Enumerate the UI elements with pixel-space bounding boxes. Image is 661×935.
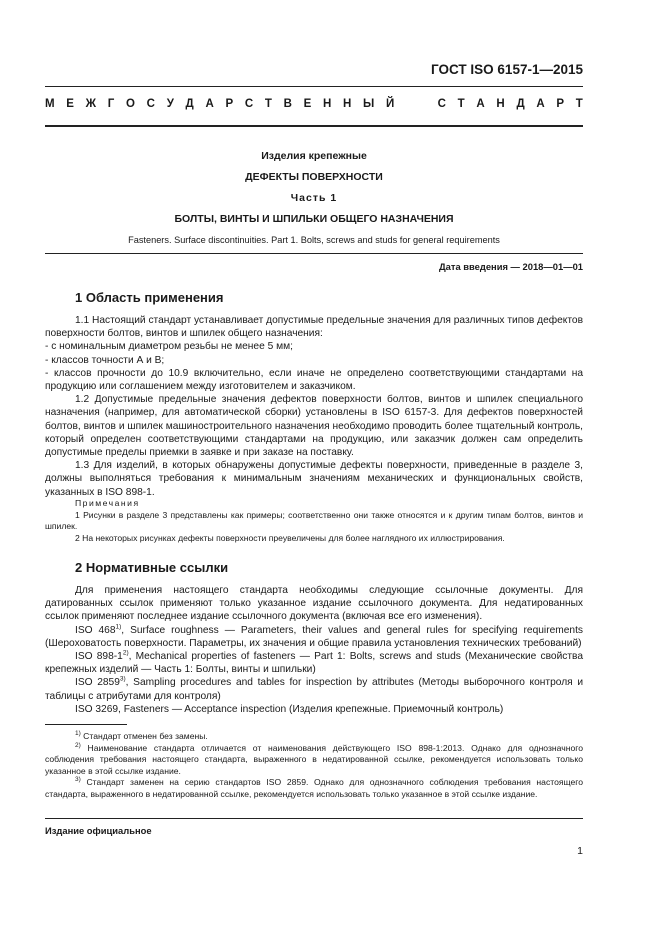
header-letter: Ы (363, 98, 375, 110)
header-letter: М (45, 98, 55, 110)
footnotes (45, 731, 583, 800)
header-letter: Н (322, 98, 332, 110)
section-1-heading: 1 Область применения (75, 290, 224, 305)
edition-label: Издание официальное (45, 825, 152, 836)
header-letter: Р (556, 98, 565, 110)
english-title: Fasteners. Surface discontinuities. Part 1. Bolts, screws and studs for general requirements (128, 235, 500, 245)
paragraph: 1.2 Допустимые предельные значения дефектов поверхности болтов, винтов и шпилек специального назначения (например, для автоматической сборки) установлены в ISO 6157-3. Для дефектов поверхностей болтов, винтов и шпилек машиностроительного назначения необходимо проводить более тщательный контроль, который определен соответствующими стандартами на продукцию, или заказчик должен сам определить допустимые пределы приемки в заявке и при заказе на поставку. (45, 394, 583, 459)
title-line-4: БОЛТЫ, ВИНТЫ И ШПИЛЬКИ ОБЩЕГО НАЗНАЧЕНИЯ (174, 213, 454, 225)
reference-code: ISO 898-1 (75, 651, 123, 663)
title-line-2: ДЕФЕКТЫ ПОВЕРХНОСТИ (245, 171, 383, 183)
note: 2 На некоторых рисунках дефекты поверхности преувеличены для более наглядного их иллюстрирования. (75, 532, 505, 543)
notes-title: Примечания (75, 498, 140, 508)
header-letter: Й (385, 98, 395, 110)
section-1-body (45, 314, 583, 499)
header-letter: Н (496, 98, 505, 110)
section-1-notes (45, 498, 583, 544)
reference-code: ISO 468 (75, 624, 116, 636)
header-letter: А (536, 98, 545, 110)
header-rule (45, 125, 583, 127)
paragraph: 1.3 Для изделий, в которых обнаружены допустимые дефекты поверхности, приведенные в разделе 3, должны выполняться требования к минимальным значениям механических и функциональных свойств, указанных в ISO 898-1. (45, 460, 583, 498)
header-letter: В (283, 98, 292, 110)
note: 1 Рисунки в разделе 3 представлены как примеры; соответственно они также относятся и к другим типам болтов, винтов и шпилек. (45, 509, 583, 531)
footnote-rule (45, 724, 127, 725)
header-letter: Г (107, 98, 115, 110)
reference-entry (45, 624, 583, 650)
header-letter: Е (66, 98, 74, 110)
title-line-1: Изделия крепежные (261, 150, 367, 162)
header-letter: Т (264, 98, 272, 110)
reference-text: , Mechanical properties of fasteners — Part 1: Bolts, screws and studs (Механические свойства крепежных изделий — Часть 1: Болты, винты и шпильки) (45, 651, 584, 676)
footnote (45, 731, 583, 743)
date-rule (45, 253, 583, 254)
paragraph: Для применения настоящего стандарта необходимы следующие ссылочные документы. Для датированных ссылок применяют только указанное издание ссылочного документа. Для недатированных ссылок применяют последнее издание ссылочного документа (включая все его изменения). (45, 585, 583, 623)
header-letter: Р (225, 98, 234, 110)
effective-date: Дата введения — 2018—01—01 (438, 261, 583, 272)
reference-entry (45, 676, 583, 702)
footnote-mark: 3) (119, 676, 126, 684)
footnote-mark: 2) (122, 649, 129, 657)
reference-text: , Surface roughness — Parameters, their values and general rules for specifying requirements (Шероховатость поверхности. Параметры, их значения и общие правила установления технических требований) (45, 624, 583, 649)
header-letter: Т (457, 98, 465, 110)
header-letter: О (126, 98, 135, 110)
header-letter: С (146, 98, 155, 110)
header-letter: Н (343, 98, 352, 110)
header-gap (406, 98, 426, 110)
header-letter: С (244, 98, 254, 110)
header-letter: Ж (85, 98, 97, 110)
footnote (45, 777, 583, 800)
footnote-text: Стандарт заменен на серию стандартов ISO 2859. Однако для однозначного соблюдения требования настоящего стандарта, выраженного в недатированной ссылке, рекомендуется использовать только указанное в этой ссылке издание. (45, 777, 583, 799)
reference-entry: ISO 3269, Fasteners — Acceptance inspection (Изделия крепежные. Приемочный контроль) (75, 703, 504, 715)
standard-type-header (45, 98, 583, 110)
header-letter: А (476, 98, 485, 110)
document-code: ГОСТ ISO 6157-1—2015 (431, 62, 583, 77)
footnote-text: Наименование стандарта отличается от наименования действующего ISO 898-1:2013. Однако для однозначного соблюдения требования настоящего стандарта, выраженного в недатированной ссылке, рекомендуется использовать только указанное в этой ссылке издание. (45, 742, 583, 776)
reference-entry (45, 650, 583, 676)
footnote-mark: 3) (75, 776, 81, 784)
page-number: 1 (577, 845, 583, 857)
header-letter: С (437, 98, 446, 110)
list-item: - классов прочности до 10.9 включительно, если иначе не определено соответствующими стандартами на продукцию или соглашением между изготовителем и заказчиком. (45, 367, 583, 393)
header-letter: Е (303, 98, 312, 110)
edition-rule (45, 818, 583, 819)
title-part: Часть 1 (290, 192, 338, 204)
list-item: - с номинальным диаметром резьбы не менее 5 мм; (45, 341, 293, 353)
reference-text: , Sampling procedures and tables for inspection by attributes (Методы выборочного контроля и таблицы с атрибутами для контроля) (45, 677, 584, 702)
header-letter: Т (575, 98, 583, 110)
footnote-mark: 2) (75, 741, 81, 749)
list-item: - классов точности А и В; (45, 354, 165, 366)
footnote-mark: 1) (75, 730, 81, 738)
section-2-heading: 2 Нормативные ссылки (75, 560, 229, 575)
reference-code: ISO 2859 (75, 677, 120, 689)
paragraph: 1.1 Настоящий стандарт устанавливает допустимые предельные значения для различных типов дефектов поверхности болтов, винтов и шпилек общего назначения: (45, 315, 583, 340)
footnote (45, 743, 583, 778)
header-letter: Д (516, 98, 525, 110)
top-rule (45, 86, 583, 87)
section-2-body (45, 584, 583, 716)
header-letter: Д (185, 98, 194, 110)
footnote-text: Стандарт отменен без замены. (80, 731, 208, 741)
footnote-mark: 1) (115, 623, 122, 631)
header-letter: А (205, 98, 214, 110)
header-letter: У (166, 98, 174, 110)
